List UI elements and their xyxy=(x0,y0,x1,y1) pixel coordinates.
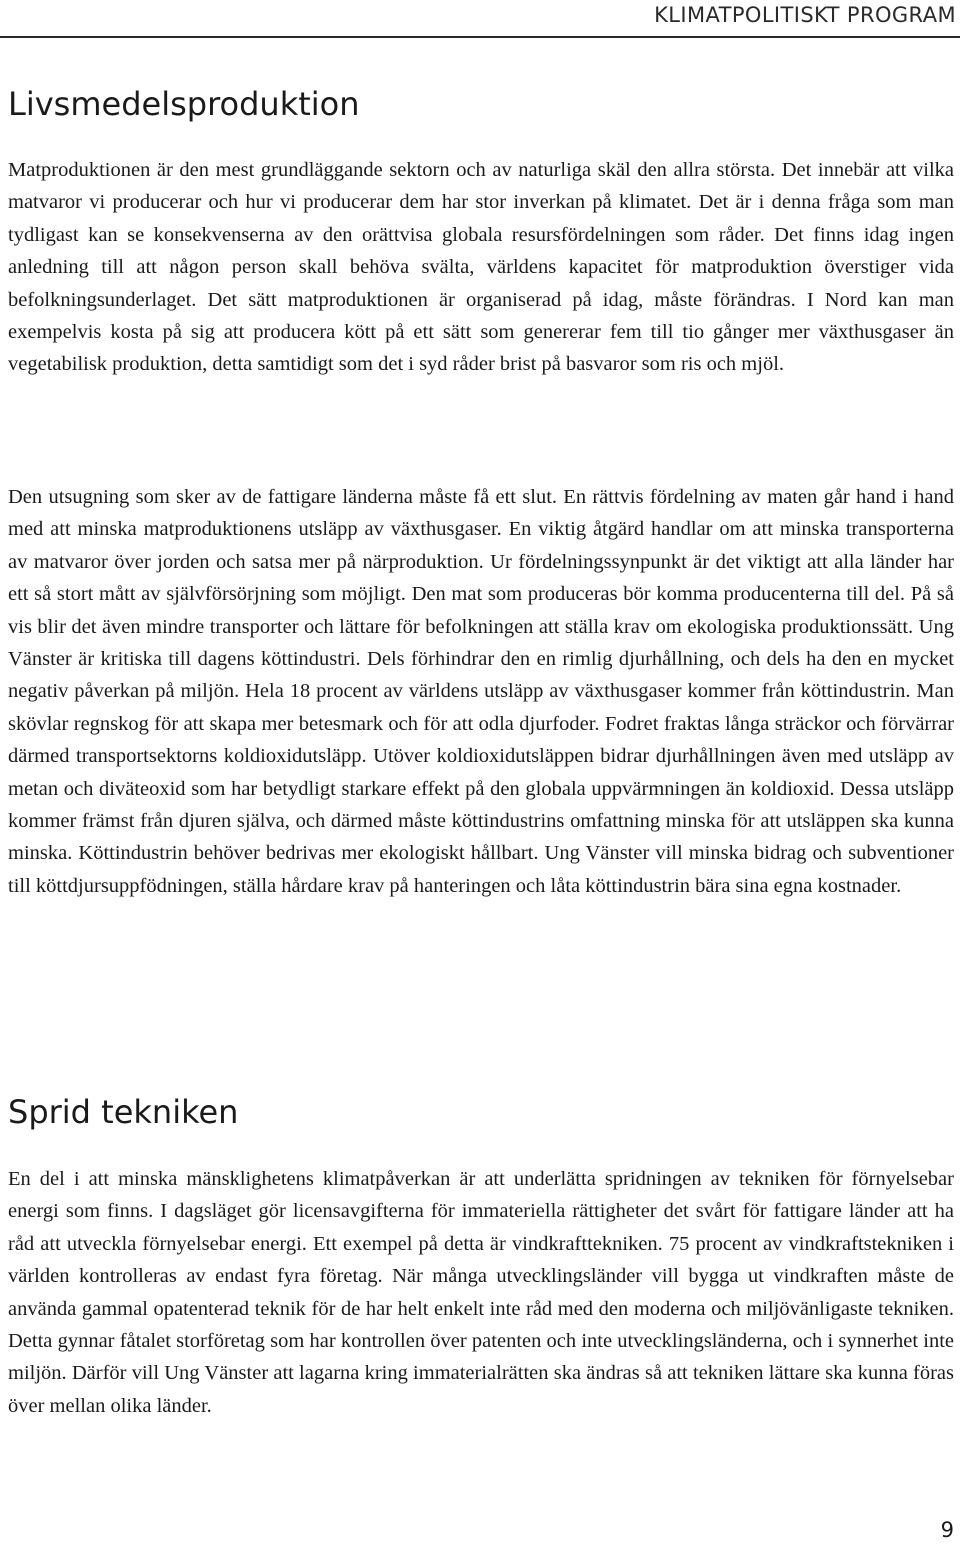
running-header-title: KLIMATPOLITISKT PROGRAM xyxy=(654,3,956,27)
header-rule xyxy=(0,36,960,38)
body-paragraph: Matproduktionen är den mest grundläggande sektorn och av naturliga skäl den allra största. Det innebär att vilka matvaror vi producerar och hur vi producerar dem har stor inverkan på klimatet. Det är i denna fråga som man tydligast kan se konsekvenserna av den orättvisa globala resursfördelningen som råder. Det finns idag ingen anledning till att någon person skall behöva svälta, världens kapacitet för matproduktion överstiger vida befolkningsunderlaget. Det sätt matproduktionen är organiserad på idag, måste förändras. I Nord kan man exempelvis kosta på sig att producera kött på ett sätt som genererar fem till tio gånger mer växthusgaser än vegetabilisk produktion, detta samtidigt som det i syd råder brist på basvaror som ris och mjöl. xyxy=(8,159,954,376)
section-heading-livsmedelsproduktion: Livsmedelsproduktion xyxy=(8,85,360,123)
body-paragraph: Den utsugning som sker av de fattigare länderna måste få ett slut. En rättvis fördelning av maten går hand i hand med att minska matproduktionens utsläpp av växthusgaser. En viktig åtgärd handlar om att minska transporterna av matvaror över jorden och satsa mer på närproduktion. Ur fördelningssynpunkt är det viktigt att alla länder har ett så stort mått av självförsörjning som möjligt. Den mat som produceras bör komma producenterna till del. På så vis blir det även mindre transporter och lättare för befolkningen att ställa krav om ekologiska produktionssätt. Ung Vänster är kritiska till dagens köttindustri. Dels förhindrar den en rimlig djurhållning, och dels ha den en mycket negativ påverkan på miljön. Hela 18 procent av världens utsläpp av växthusgaser kommer från köttindustrin. Man skövlar regnskog för att skapa mer betesmark och för att odla djurfoder. Fodret fraktas långa sträckor och förvärrar därmed transportsektorns koldioxidutsläpp. Utöver koldioxidutsläppen bidrar djurhållningen även med utsläpp av metan och diväteoxid som har betydligt starkare effekt på den globala uppvärmningen än koldioxid. Dessa utsläpp kommer främst från djuren själva, och därmed måste köttindustrins omfattning minska för att utsläppen ska kunna minska. Köttindustrin behöver bedrivas mer ekologiskt hållbart. Ung Vänster vill minska bidrag och subventioner till köttdjursuppfödningen, ställa hårdare krav på hanteringen och låta köttindustrin bära sina egna kostnader. xyxy=(8,486,954,897)
body-paragraph: En del i att minska mänsklighetens klimatpåverkan är att underlätta spridningen av tekniken för förnyelsebar energi som finns. I dagsläget gör licensavgifterna för immateriella rättigheter det svårt för fattigare länder att ha råd att utveckla förnyelsebar energi. Ett exempel på detta är vindkrafttekniken. 75 procent av vindkraftstekniken i världen kontrolleras av endast fyra företag. När många utvecklingsländer vill bygga ut vindkraften måste de använda gammal opatenterad teknik för de har helt enkelt inte råd med den moderna och miljövänligaste tekniken. Detta gynnar fåtalet storföretag som har kontrollen över patenten och inte utvecklingsländerna, och i synnerhet inte miljön. Därför vill Ung Vänster att lagarna kring immaterialrätten ska ändras så att tekniken lättare ska kunna föras över mellan olika länder. xyxy=(8,1168,954,1417)
page-number: 9 xyxy=(940,1518,954,1542)
section-heading-sprid-tekniken: Sprid tekniken xyxy=(8,1093,239,1131)
